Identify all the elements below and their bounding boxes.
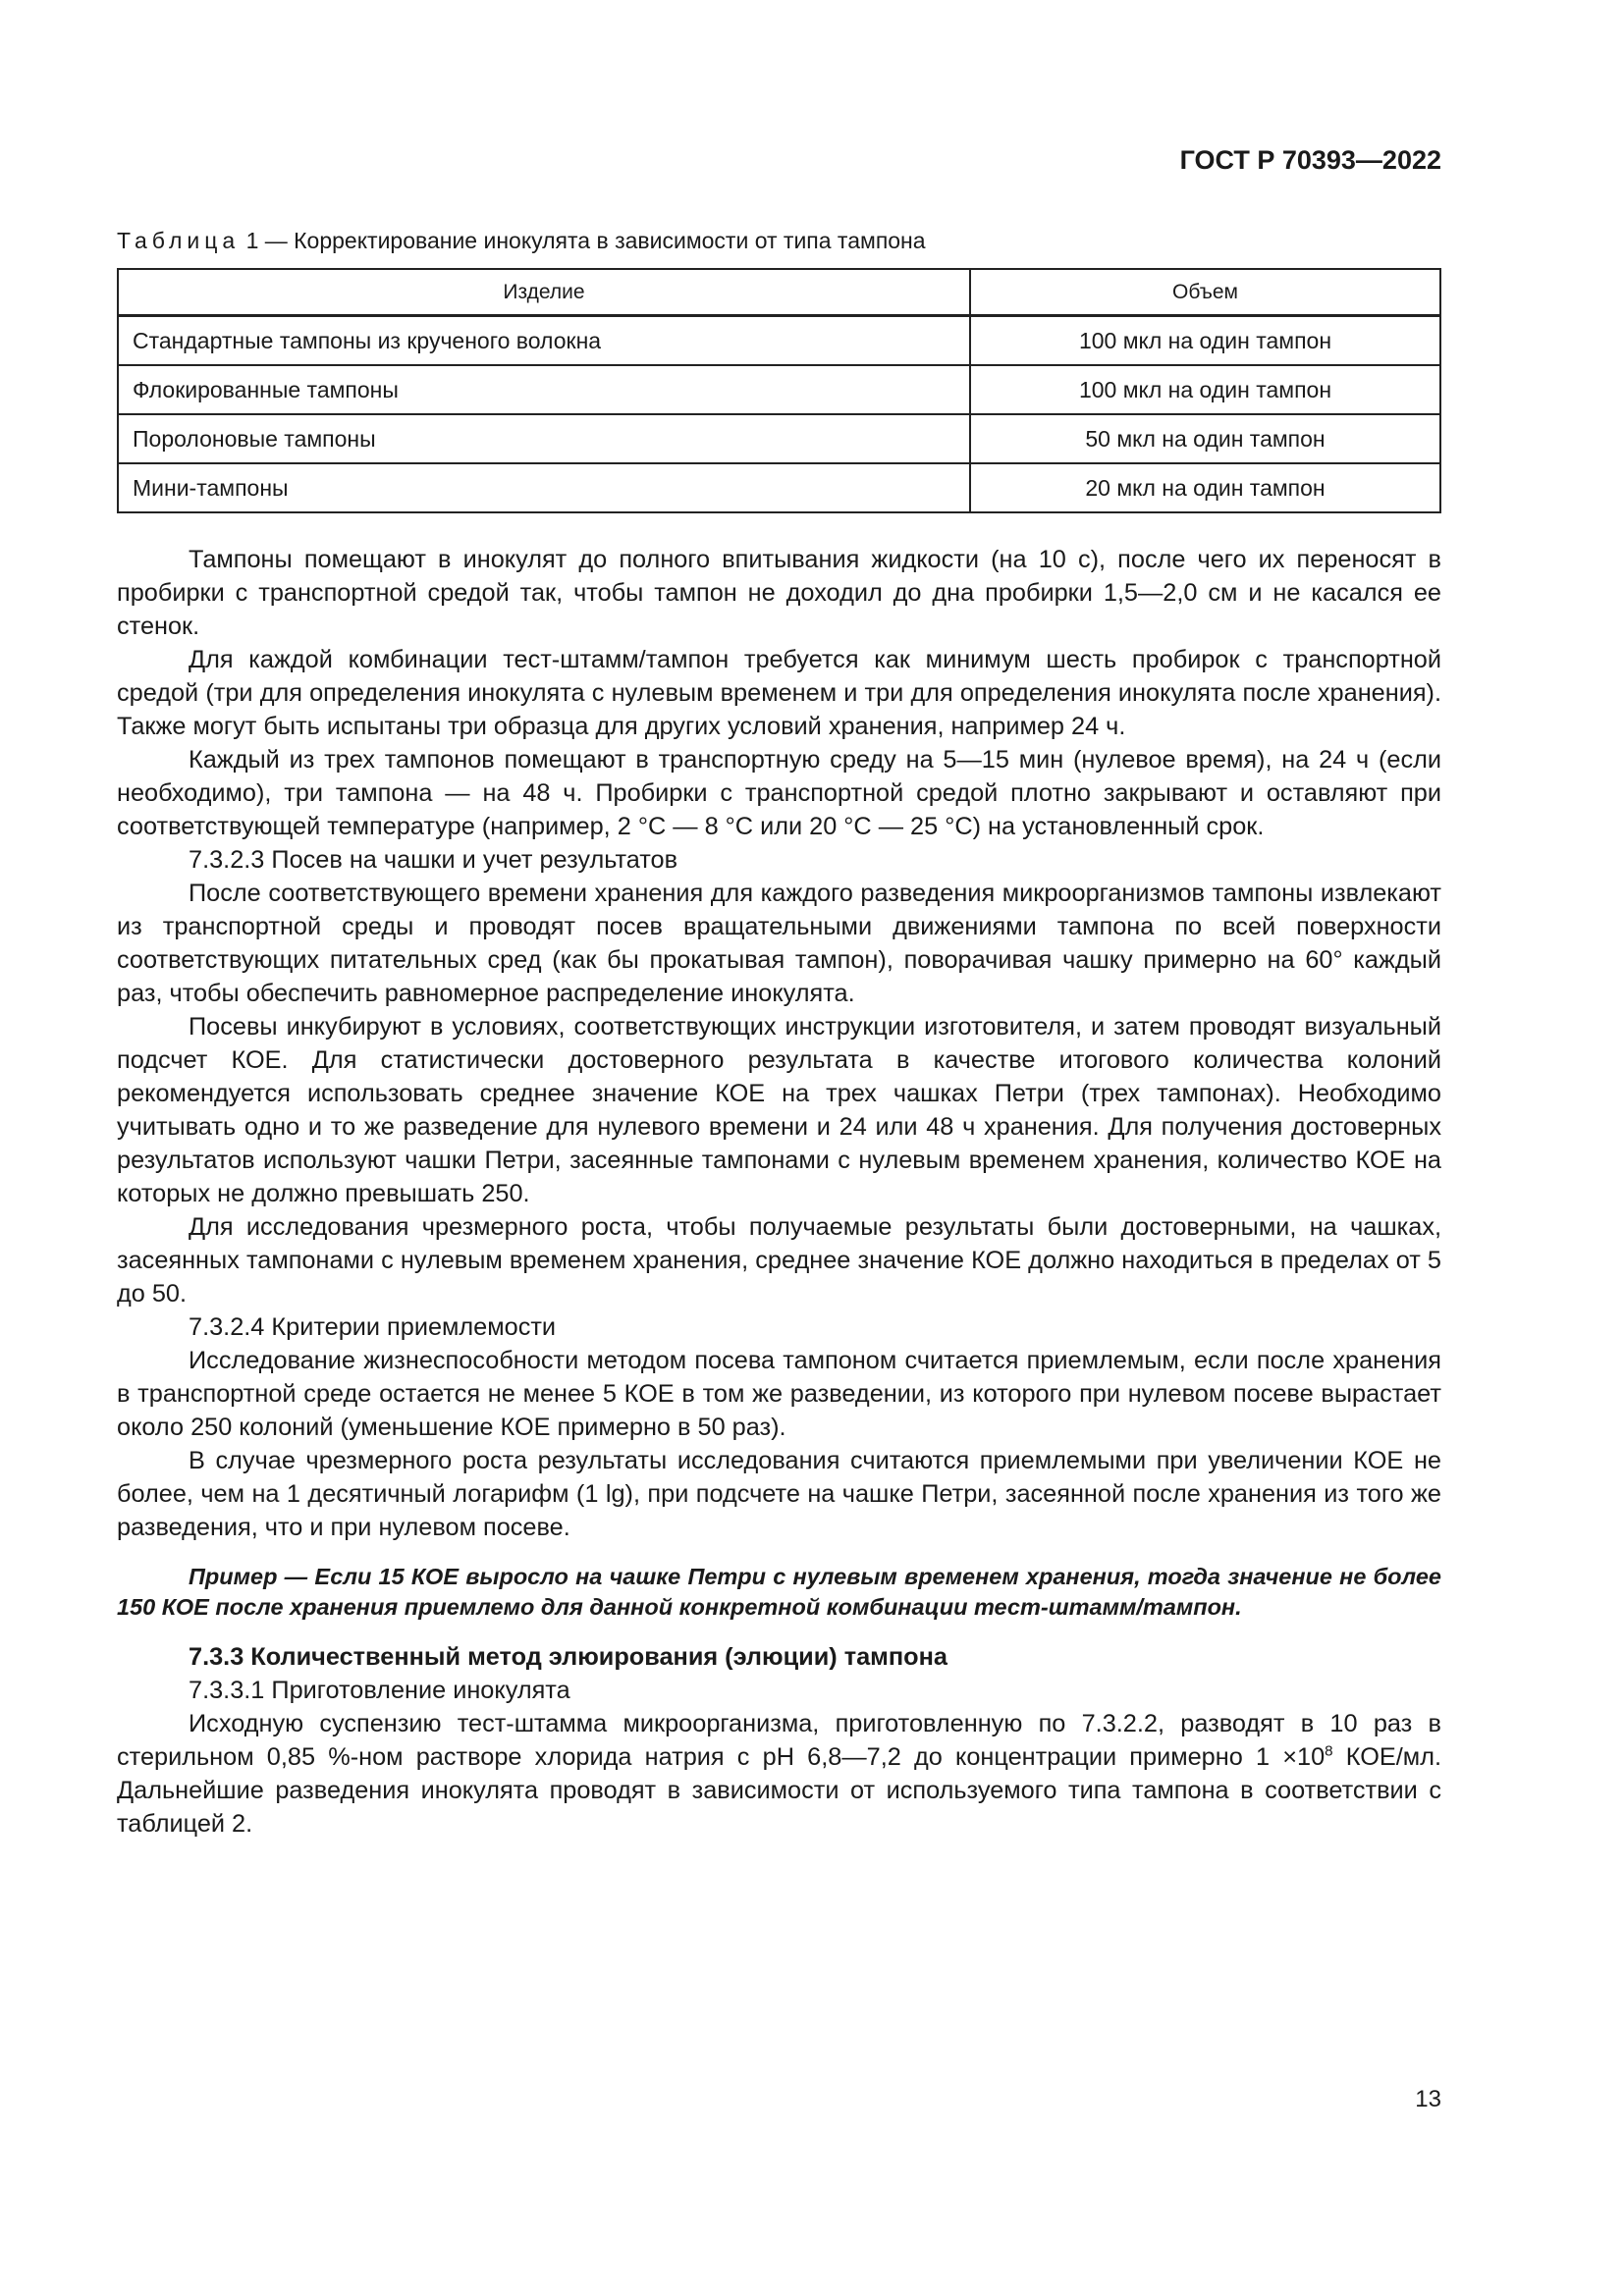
paragraph: Для исследования чрезмерного роста, чтобы получаемые результаты были достоверными, на чашках, засеянных тампонами с нулевым временем хранения, среднее значение КОЕ должно находиться в пределах от 5 до 50. bbox=[117, 1213, 1441, 1308]
table-row bbox=[118, 365, 1440, 414]
paragraph: Каждый из трех тампонов помещают в транспортную среду на 5—15 мин (нулевое время), на 24 ч (если необходимо), три тампона — на 48 ч. Пробирки с транспортной средой плотно закрывают и оставляют при соответствующей температуре (например, 2 °С — 8 °С или 20 °С — 25 °С) на установленный срок. bbox=[117, 746, 1441, 840]
paragraph: Тампоны помещают в инокулят до полного впитывания жидкости (на 10 с), после чего их переносят в пробирки с транспортной средой так, чтобы тампон не доходил до дна пробирки 1,5—2,0 см и не касался ее стенок. bbox=[117, 546, 1441, 640]
table-row bbox=[118, 316, 1440, 366]
section-heading: 7.3.3 Количественный метод элюирования (элюции) тампона bbox=[189, 1643, 947, 1671]
document-code: ГОСТ Р 70393—2022 bbox=[1179, 145, 1441, 175]
subsection-heading: 7.3.2.3 Посев на чашки и учет результатов bbox=[189, 846, 678, 874]
example-note: Пример — Если 15 КОЕ выросло на чашке Петри с нулевым временем хранения, тогда значение не более 150 КОЕ после хранения приемлемо для данной конкретной комбинации тест-штамм/тампон. bbox=[117, 1564, 1441, 1620]
column-header-volume: Объем bbox=[970, 269, 1440, 316]
paragraph-text: КОЕ/мл. Дальнейшие разведения инокулята проводят в зависимости от используемого типа тампона в соответствии с таблицей 2. bbox=[117, 1743, 1441, 1838]
table-cell-volume: 100 мкл на один тампон bbox=[970, 365, 1440, 414]
table-cell-volume: 100 мкл на один тампон bbox=[970, 316, 1440, 366]
exponent: 8 bbox=[1325, 1742, 1333, 1760]
subsection-heading: 7.3.3.1 Приготовление инокулята bbox=[189, 1677, 570, 1704]
table-row bbox=[118, 414, 1440, 463]
table-caption-text: 1 — Корректирование инокулята в зависимости от типа тампона bbox=[240, 228, 926, 253]
paragraph bbox=[117, 1707, 1441, 1841]
paragraph: Для каждой комбинации тест-штамм/тампон требуется как минимум шесть пробирок с транспортной средой (три для определения инокулята с нулевым временем и три для определения инокулята после хранения). Также могут быть испытаны три образца для других условий хранения, например 24 ч. bbox=[117, 646, 1441, 740]
paragraph: Исследование жизнеспособности методом посева тампоном считается приемлемым, если после хранения в транспортной среде остается не менее 5 КОЕ в том же разведении, из которого при нулевом посеве вырастает около 250 колоний (уменьшение КОЕ примерно в 50 раз). bbox=[117, 1347, 1441, 1441]
subsection-heading: 7.3.2.4 Критерии приемлемости bbox=[189, 1313, 557, 1341]
paragraph: После соответствующего времени хранения для каждого разведения микроорганизмов тампоны извлекают из транспортной среды и проводят посев вращательными движениями тампона по всей поверхности соответствующих питательных сред (как бы прокатывая тампон), поворачивая чашку примерно на 60° каждый раз, чтобы обеспечить равномерное распределение инокулята. bbox=[117, 880, 1441, 1007]
column-header-item: Изделие bbox=[118, 269, 970, 316]
table-header-row bbox=[118, 269, 1440, 316]
document-body bbox=[117, 543, 1441, 1841]
table-cell-item: Стандартные тампоны из крученого волокна bbox=[118, 316, 970, 366]
table-caption-prefix: Таблица bbox=[117, 228, 241, 253]
paragraph: Посевы инкубируют в условиях, соответствующих инструкции изготовителя, и затем проводят визуальный подсчет КОЕ. Для статистически достоверного результата в качестве итогового количества колоний рекомендуется использовать среднее значение КОЕ на трех чашках Петри (трех тампонах). Необходимо учитывать одно и то же разведение для нулевого времени и 24 или 48 ч хранения. Для получения достоверных результатов используют чашки Петри, засеянные тампонами с нулевым временем хранения, количество КОЕ на которых не должно превышать 250. bbox=[117, 1013, 1441, 1207]
table-row bbox=[118, 463, 1440, 512]
page-number: 13 bbox=[1415, 2086, 1441, 2112]
table-cell-volume: 20 мкл на один тампон bbox=[970, 463, 1440, 512]
paragraph: В случае чрезмерного роста результаты исследования считаются приемлемыми при увеличении КОЕ не более, чем на 1 десятичный логарифм (1 lg), при подсчете на чашке Петри, засеянной после хранения из того же разведения, что и при нулевом посеве. bbox=[117, 1447, 1441, 1541]
table-cell-item: Мини-тампоны bbox=[118, 463, 970, 512]
table-cell-item: Флокированные тампоны bbox=[118, 365, 970, 414]
table-cell-item: Поролоновые тампоны bbox=[118, 414, 970, 463]
table-caption bbox=[117, 228, 926, 254]
paragraph-text: Исходную суспензию тест-штамма микроорганизма, приготовленную по 7.3.2.2, разводят в 10 раз в стерильном 0,85 %-ном растворе хлорида натрия с рН 6,8—7,2 до концентрации примерно 1 ×10 bbox=[117, 1710, 1441, 1771]
swab-volume-table bbox=[117, 268, 1441, 513]
table-cell-volume: 50 мкл на один тампон bbox=[970, 414, 1440, 463]
